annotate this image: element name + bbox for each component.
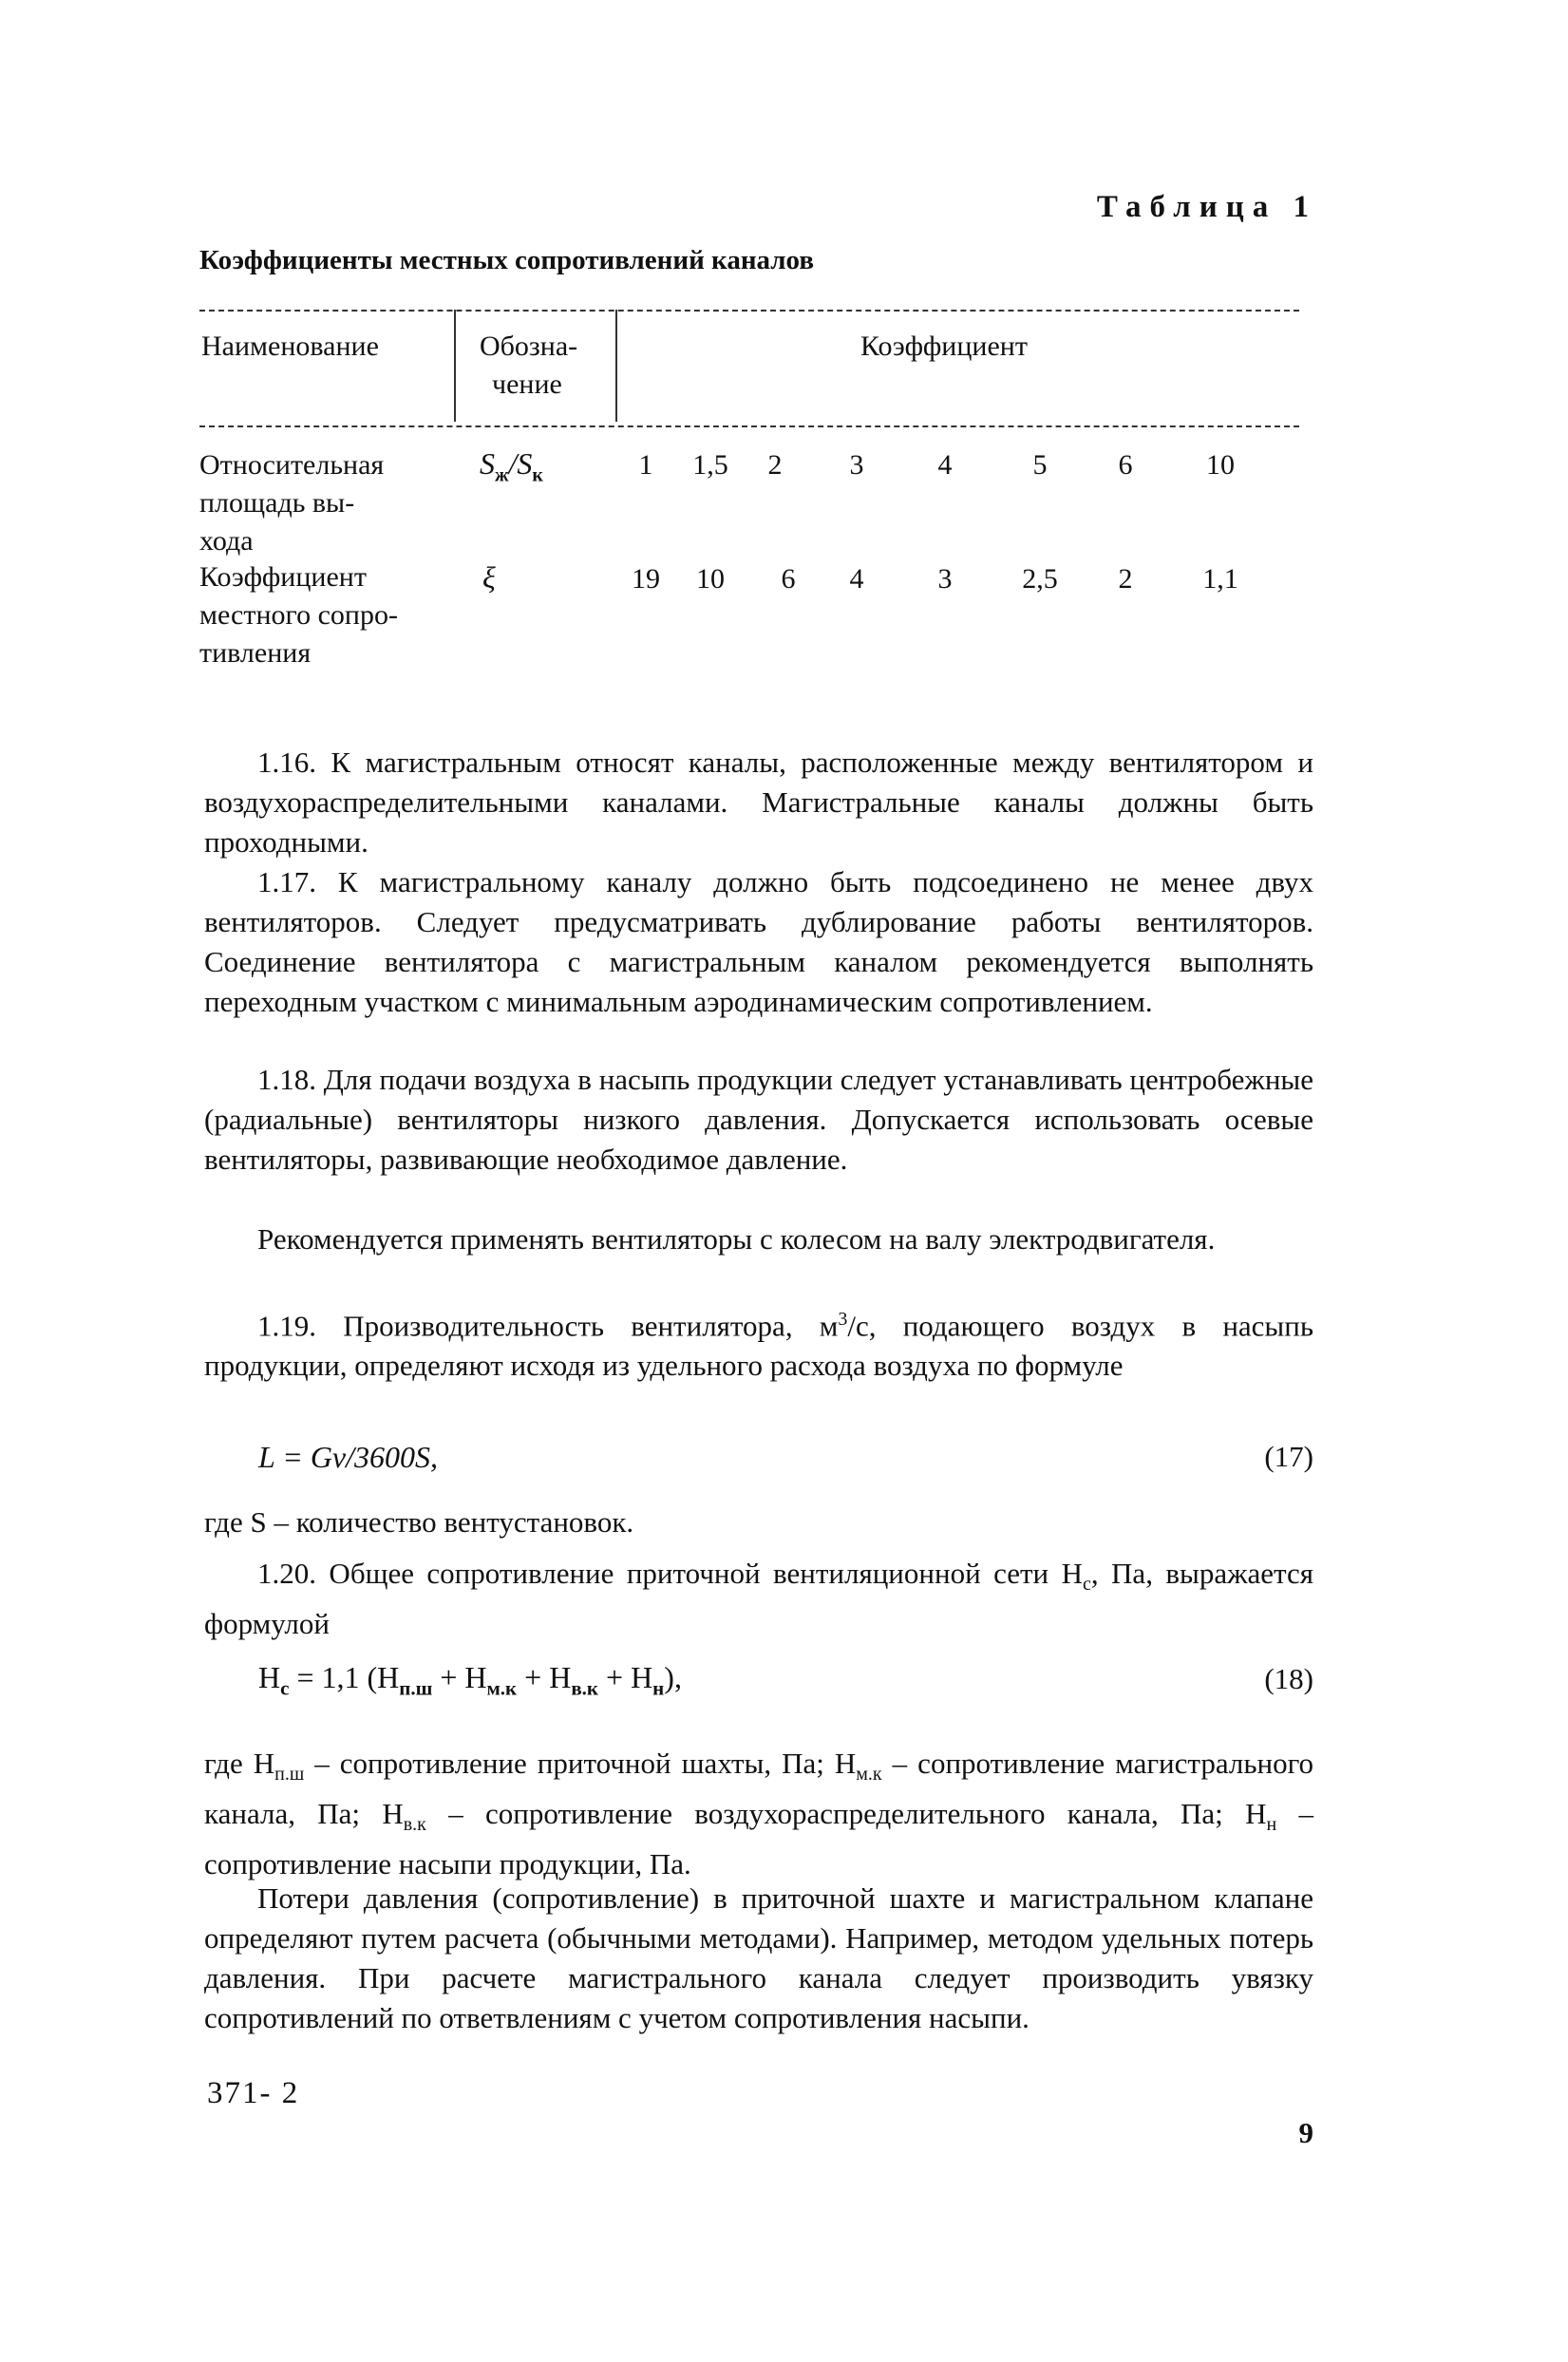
row2-value: 19 [632, 563, 660, 595]
page-code: 371- 2 [207, 2076, 300, 2110]
row2-name-line2: местного сопро- [199, 599, 398, 631]
row1-value: 4 [937, 449, 953, 481]
row2-value: 10 [696, 563, 725, 595]
page-number: 9 [1298, 2116, 1313, 2149]
table-top-rule [199, 310, 1299, 312]
row2-name-line1: Коэффициент [199, 561, 367, 593]
paragraph-where-h: где $H_{п.ш}$ – сопротивление приточной шахты, Па; $H_{м.к}$ – сопротивление магистрального канала, Па; $H_{в.к}$ – сопротивление воздухораспределительного канала, Па; $H_н$ – сопротивление насыпи продукции, Па. [204, 1747, 1314, 1881]
row1-value: 3 [849, 449, 864, 481]
row2-value: 4 [849, 563, 864, 595]
table-header-rule [199, 425, 1299, 427]
row1-symbol: $S_ж/S_к$ [480, 446, 543, 486]
row1-value: 2 [767, 449, 783, 481]
row1-name-line1: Относительная [199, 449, 385, 481]
paragraph-1-19: 1.19. Производительность вентилятора, $м^3/с$, подающего воздух в насыпь продукции, определяют исходя из удельного расхода воздуха по формуле [204, 1309, 1313, 1383]
table-label: Таблица 1 [1096, 190, 1317, 224]
header-symbol-line2: чение [492, 368, 562, 400]
header-coefficient: Коэффициент [860, 331, 1028, 362]
header-symbol-line1: Обозна- [480, 331, 578, 362]
row1-value: 1 [638, 449, 653, 481]
row1-value: 1,5 [692, 449, 728, 481]
row1-value: 10 [1206, 449, 1235, 481]
paragraph-1-20: 1.20. Общее сопротивление приточной вентиляционной сети $H_с$, Па, выражается формулой [204, 1557, 1313, 1641]
formula-17: L = Gv/3600S, [258, 1440, 439, 1474]
paragraph-1-16: 1.16. К магистральным относят каналы, расположенные между вентилятором и воздухораспределительными каналами. Магистральные каналы должны быть проходными. [204, 746, 1313, 859]
row2-name-line3: тивления [199, 637, 312, 669]
header-name: Наименование [201, 331, 379, 362]
row1-name-line2: площадь вы- [199, 487, 355, 519]
formula-18: $H_с = 1,1$ $(H_{п.ш} + H_{м.к} + H_{в.к} + H_н)$, [258, 1660, 682, 1700]
row2-symbol: ξ [482, 560, 496, 595]
paragraph-1-18: 1.18. Для подачи воздуха в насыпь продукции следует устанавливать центробежные (радиальные) вентиляторы низкого давления. Допускается использовать осевые вентиляторы, развивающие необходимое давление. [204, 1063, 1313, 1176]
row2-value: 1,1 [1202, 563, 1238, 595]
row1-value: 5 [1032, 449, 1048, 481]
row2-value: 6 [781, 563, 796, 595]
paragraph-recommendation: Рекомендуется применять вентиляторы с колесом на валу электродвигателя. [257, 1222, 1216, 1256]
table-col-divider-1 [454, 310, 456, 422]
row2-value: 2 [1118, 563, 1133, 595]
table-caption: Коэффициенты местных сопротивлений каналов [199, 245, 814, 275]
paragraph-pressure-losses: Потери давления (сопротивление) в приточной шахте и магистральном клапане определяют путем расчета (обычными методами). Например, методом удельных потерь давления. При расчете магистрального канала следует производить увязку сопротивлений по ответвлениям с учетом сопротивления насыпи. [204, 1881, 1313, 2034]
paragraph-where-s: где S – количество вентустановок. [204, 1505, 634, 1539]
paragraph-1-17: 1.17. К магистральному каналу должно быть подсоединено не менее двух вентиляторов. Следует предусматривать дублирование работы вентиляторов. Соединение вентилятора с магистральным каналом рекомендуется выполнять переходным участком с минимальным аэродинамическим сопротивлением. [204, 865, 1313, 1018]
row1-value: 6 [1118, 449, 1133, 481]
row1-name-line3: хода [199, 525, 254, 557]
row2-value: 3 [937, 563, 953, 595]
formula-17-number: (17) [1264, 1440, 1313, 1473]
row2-value: 2,5 [1022, 563, 1058, 595]
table-col-divider-2 [615, 310, 617, 422]
formula-18-number: (18) [1264, 1662, 1313, 1695]
